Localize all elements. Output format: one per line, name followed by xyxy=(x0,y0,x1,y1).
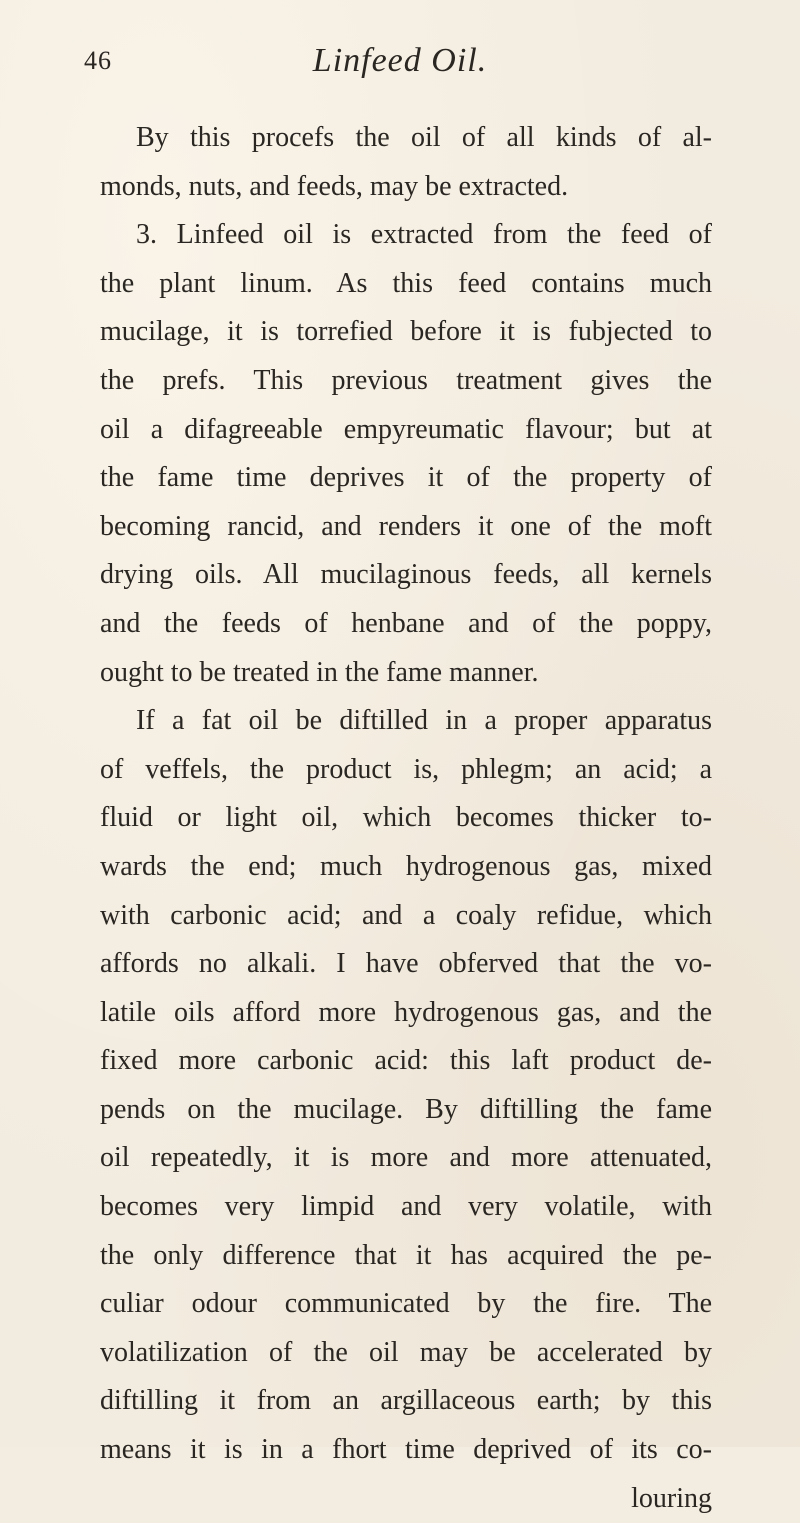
text-line: diftilling it from an argillaceous earth; by this xyxy=(100,1385,712,1417)
text-line: 3. Linfeed oil is extracted from the feed of xyxy=(136,219,712,251)
text-line: oil repeatedly, it is more and more attenuated, xyxy=(100,1142,712,1174)
text-line: affords no alkali. I have obferved that the vo- xyxy=(100,948,712,980)
text-line: monds, nuts, and feeds, may be extracted. xyxy=(100,170,569,202)
text-line: the prefs. This previous treatment gives the xyxy=(100,364,712,396)
text-line: By this procefs the oil of all kinds of al- xyxy=(136,122,712,153)
text-line: of veffels, the product is, phlegm; an acid; a xyxy=(100,753,712,785)
text-line: the only difference that it has acquired the pe- xyxy=(100,1239,712,1271)
text-line: ought to be treated in the fame manner. xyxy=(100,656,539,688)
text-line: If a fat oil be diftilled in a proper apparatus xyxy=(136,705,712,737)
page-header xyxy=(0,42,800,96)
text-line: and the feeds of henbane and of the poppy, xyxy=(100,607,712,639)
text-line: becomes very limpid and very volatile, with xyxy=(100,1191,712,1223)
text-line: latile oils afford more hydrogenous gas, and the xyxy=(100,996,712,1028)
text-line: fixed more carbonic acid: this laft product de- xyxy=(100,1045,712,1077)
text-line: with carbonic acid; and a coaly refidue, which xyxy=(100,899,712,931)
text-line: wards the end; much hydrogenous gas, mixed xyxy=(100,850,712,882)
text-line: becoming rancid, and renders it one of the moft xyxy=(100,510,712,542)
text-line: means it is in a fhort time deprived of its co- xyxy=(100,1434,712,1466)
text-line: drying oils. All mucilaginous feeds, all kernels xyxy=(100,559,712,591)
text-line: mucilage, it is torrefied before it is fubjected to xyxy=(100,316,712,348)
running-title: Linfeed Oil. xyxy=(312,42,488,79)
text-line: fluid or light oil, which becomes thicker to- xyxy=(100,802,712,834)
text-line: oil a difagreeable empyreumatic flavour; but at xyxy=(100,413,712,445)
page-number: 46 xyxy=(84,46,112,75)
text-line: the plant linum. As this feed contains much xyxy=(100,267,712,299)
text-line: the fame time deprives it of the property of xyxy=(100,462,712,494)
text-line: volatilization of the oil may be accelerated by xyxy=(100,1336,712,1368)
text-line: pends on the mucilage. By diftilling the fame xyxy=(100,1093,712,1125)
body-text xyxy=(100,114,712,1523)
catchword: louring xyxy=(631,1482,712,1514)
text-line: culiar odour communicated by the fire. The xyxy=(100,1288,712,1320)
